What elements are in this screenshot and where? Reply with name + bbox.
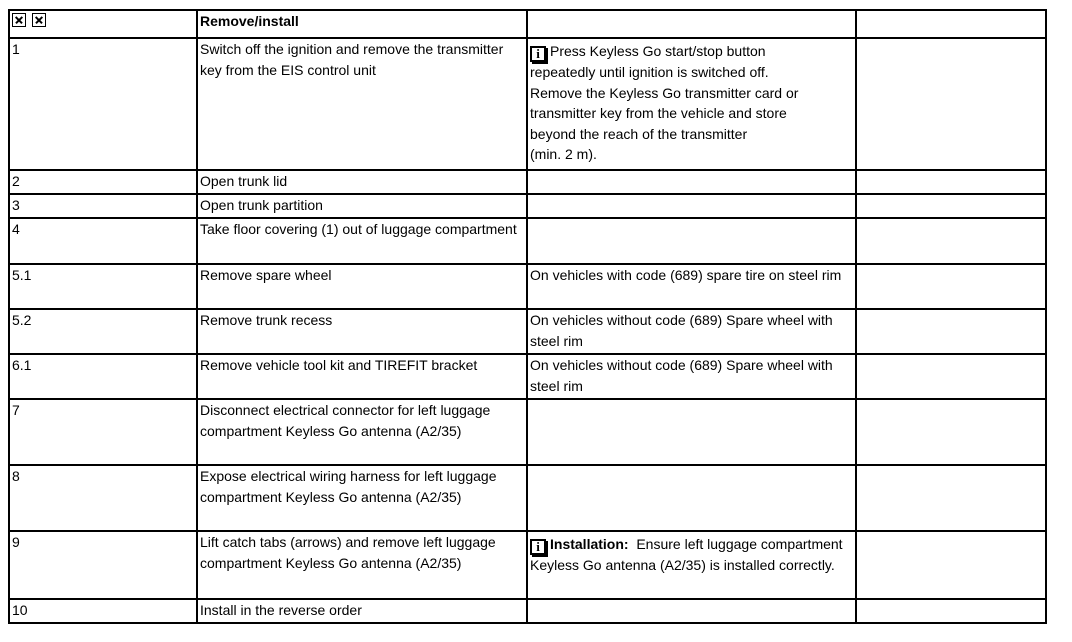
step-note	[527, 218, 856, 264]
table-row	[9, 38, 1046, 170]
step-action: Disconnect electrical connector for left luggage compartment Keyless Go antenna (A2/35)	[197, 399, 527, 465]
info-icon: i	[530, 539, 546, 555]
step-note	[527, 399, 856, 465]
step-action: Open trunk partition	[197, 194, 527, 218]
table-row	[9, 465, 1046, 531]
step-note: On vehicles without code (689) Spare wheel with steel rim	[527, 354, 856, 399]
step-note	[527, 170, 856, 194]
step-action: Take floor covering (1) out of luggage compartment	[197, 218, 527, 264]
step-number: 10	[9, 599, 197, 623]
info-icon: i	[530, 46, 546, 62]
table-row	[9, 309, 1046, 354]
step-note: i Installation: Ensure left luggage compartment Keyless Go antenna (A2/35) is installed correctly.	[527, 531, 856, 599]
header-title: Remove/install	[197, 10, 527, 38]
table-row	[9, 354, 1046, 399]
step-action: Remove vehicle tool kit and TIREFIT bracket	[197, 354, 527, 399]
step-number: 3	[9, 194, 197, 218]
step-number: 4	[9, 218, 197, 264]
step-action: Open trunk lid	[197, 170, 527, 194]
table-row	[9, 218, 1046, 264]
table-row	[9, 194, 1046, 218]
step-note	[527, 599, 856, 623]
step-action: Switch off the ignition and remove the transmitter key from the EIS control unit	[197, 38, 527, 170]
installation-label: Installation:	[550, 536, 629, 552]
header-row	[9, 10, 1046, 38]
step-number: 6.1	[9, 354, 197, 399]
step-number: 5.2	[9, 309, 197, 354]
header-col3	[527, 10, 856, 38]
step-note: On vehicles without code (689) Spare wheel with steel rim	[527, 309, 856, 354]
step-action: Install in the reverse order	[197, 599, 527, 623]
table-row	[9, 264, 1046, 309]
step-note	[527, 465, 856, 531]
header-col4	[856, 10, 1046, 38]
step-number: 9	[9, 531, 197, 599]
step-action: Remove trunk recess	[197, 309, 527, 354]
step-number: 8	[9, 465, 197, 531]
table-row	[9, 170, 1046, 194]
procedure-table	[8, 9, 1047, 624]
step-number: 7	[9, 399, 197, 465]
table-row	[9, 531, 1046, 599]
step-number: 5.1	[9, 264, 197, 309]
step-number: 1	[9, 38, 197, 170]
step-note: i Press Keyless Go start/stop button repeatedly until ignition is switched off. Remove the Keyless Go transmitter card or transmitter key from the vehicle and store beyond the reach of the transmitter (min. 2 m).	[527, 38, 856, 170]
step-action: Lift catch tabs (arrows) and remove left luggage compartment Keyless Go antenna (A2/35)	[197, 531, 527, 599]
header-icons-cell	[9, 10, 197, 38]
step-number: 2	[9, 170, 197, 194]
step-note: On vehicles with code (689) spare tire on steel rim	[527, 264, 856, 309]
step-action: Remove spare wheel	[197, 264, 527, 309]
step-note	[527, 194, 856, 218]
table-row	[9, 599, 1046, 623]
tool-icon	[12, 13, 26, 27]
table-row	[9, 399, 1046, 465]
step-action: Expose electrical wiring harness for left luggage compartment Keyless Go antenna (A2/35)	[197, 465, 527, 531]
tool-icon	[32, 13, 46, 27]
